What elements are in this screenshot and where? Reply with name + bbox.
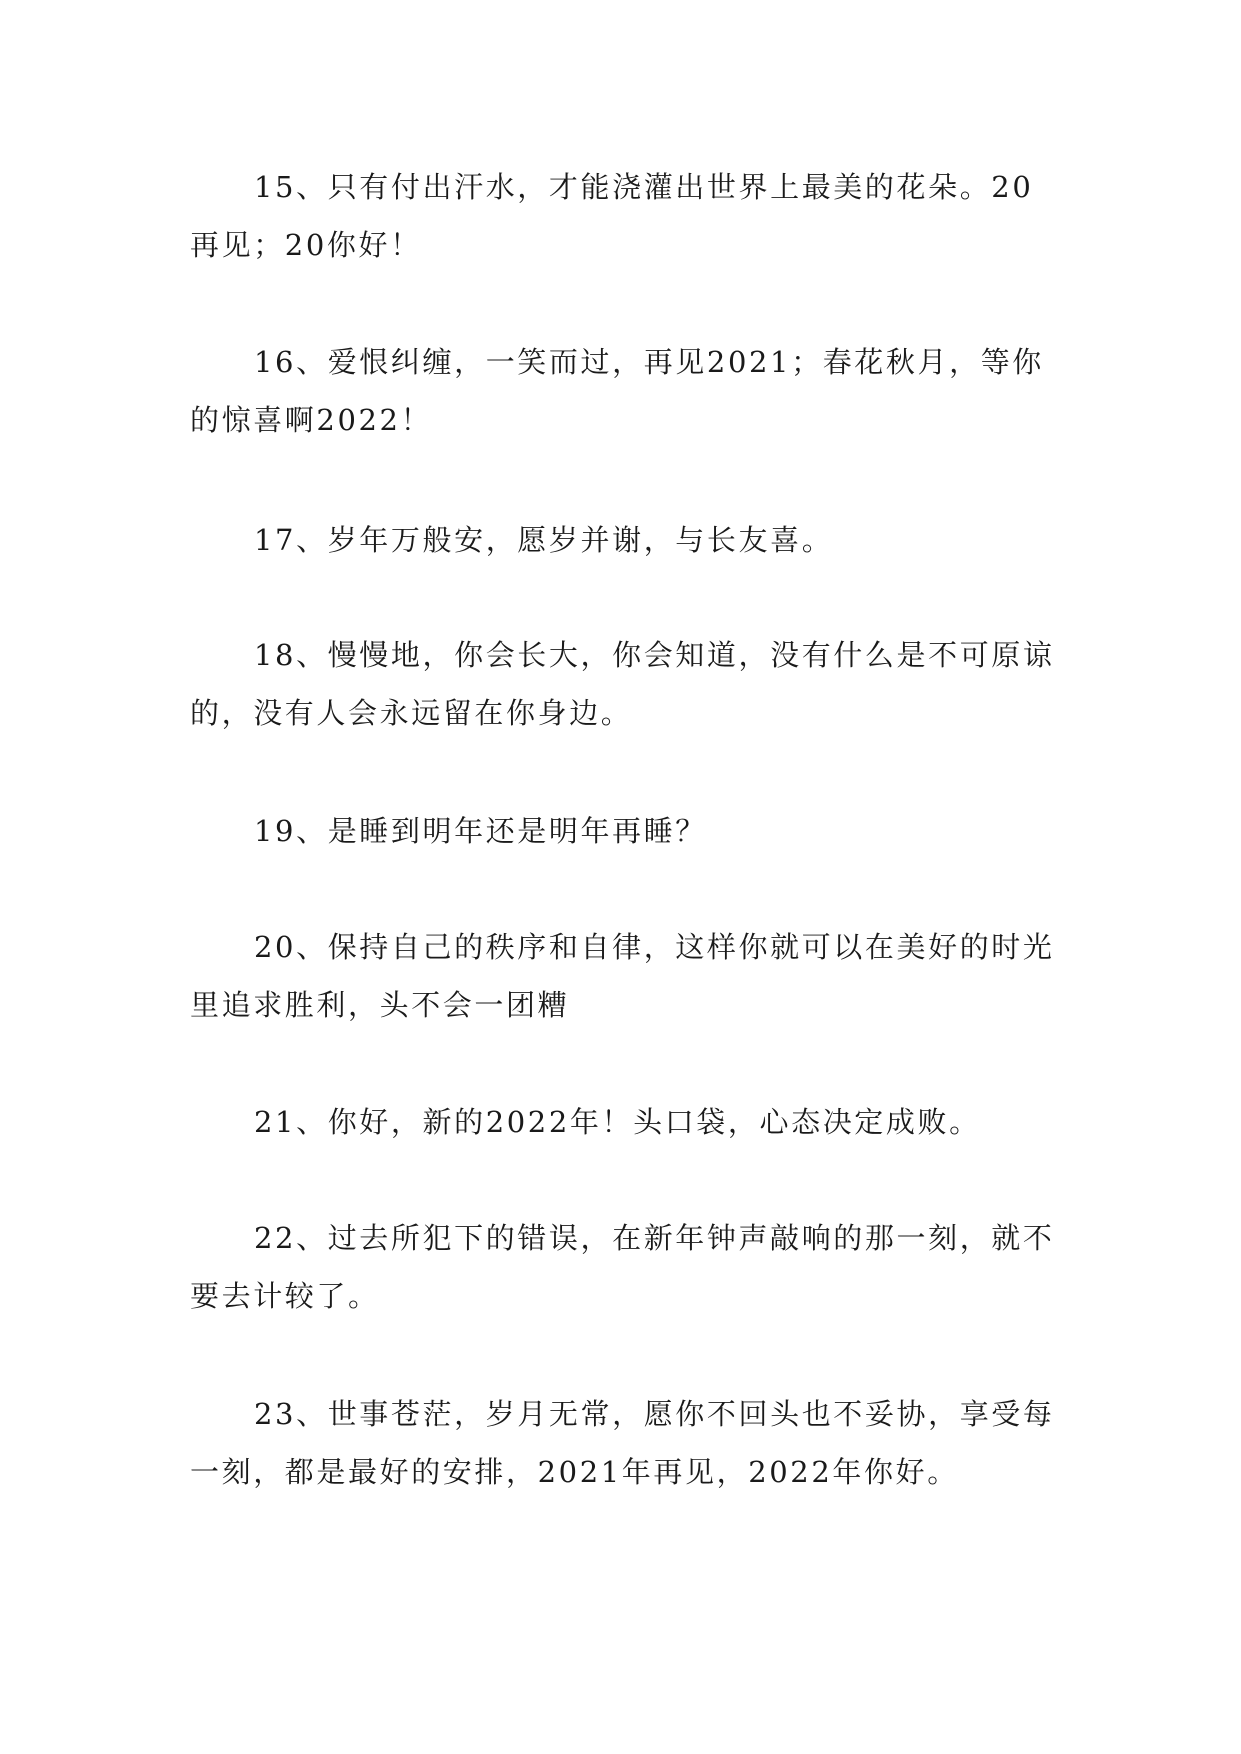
list-item: 17、岁年万般安，愿岁并谢，与长友喜。	[254, 523, 834, 557]
list-item: 15、只有付出汗水，才能浇灌出世界上最美的花朵。20再见；20你好！	[190, 170, 1034, 262]
list-item: 22、过去所犯下的错误，在新年钟声敲响的那一刻，就不要去计较了。	[190, 1221, 1055, 1313]
list-item: 20、保持自己的秩序和自律，这样你就可以在美好的时光里追求胜利，头不会一团糟	[190, 930, 1055, 1022]
list-item: 23、世事苍茫，岁月无常，愿你不回头也不妥协，享受每一刻，都是最好的安排，2021年再见，2022年你好。	[190, 1397, 1055, 1489]
list-item: 19、是睡到明年还是明年再睡？	[254, 814, 707, 848]
list-item: 16、爱恨纠缠，一笑而过，再见2021；春花秋月，等你的惊喜啊2022！	[190, 345, 1044, 437]
list-item: 18、慢慢地，你会长大，你会知道，没有什么是不可原谅的，没有人会永远留在你身边。	[190, 638, 1055, 730]
list-item: 21、你好，新的2022年！头口袋，心态决定成败。	[254, 1105, 981, 1139]
